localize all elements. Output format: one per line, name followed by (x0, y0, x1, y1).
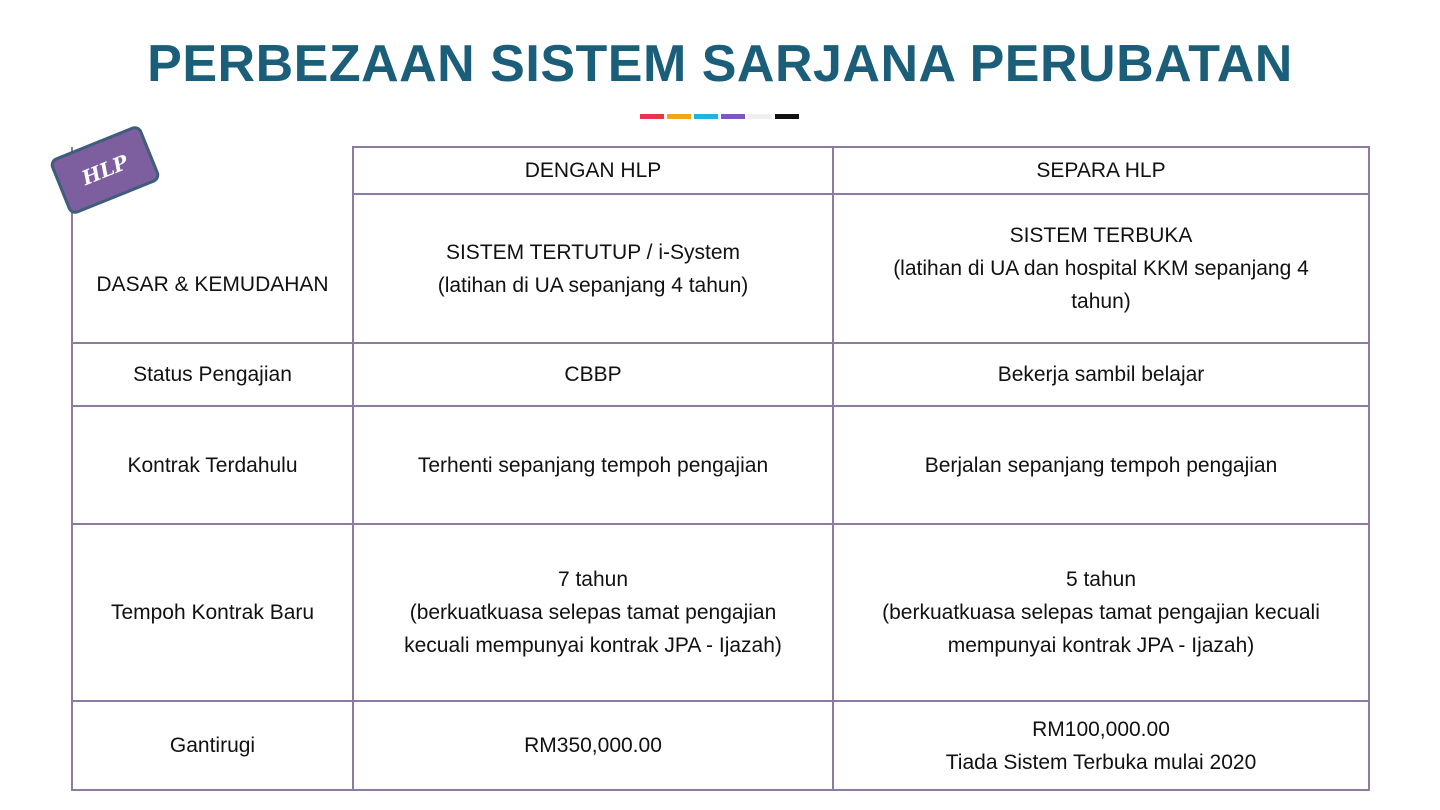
accent-swatch-red (640, 114, 664, 119)
table-row (72, 524, 1369, 701)
row-label: Tempoh Kontrak Baru (72, 524, 353, 701)
hlp-badge-label: HLP (78, 149, 132, 191)
table-cell: Berjalan sepanjang tempoh pengajian (833, 406, 1369, 524)
row-label: Status Pengajian (72, 343, 353, 406)
table-header-cell: SEPARA HLP (833, 147, 1369, 194)
table-cell: CBBP (353, 343, 833, 406)
table-row (72, 194, 1369, 343)
page-title: PERBEZAAN SISTEM SARJANA PERUBATAN (147, 35, 1293, 93)
accent-color-bar (640, 114, 799, 119)
table-header-cell: DENGAN HLP (353, 147, 833, 194)
table-header-row (72, 147, 1369, 194)
table-cell: SISTEM TERBUKA (latihan di UA dan hospital KKM sepanjang 4 tahun) (833, 194, 1369, 343)
table-cell: RM100,000.00 Tiada Sistem Terbuka mulai 2020 (833, 701, 1369, 790)
table-cell: SISTEM TERTUTUP / i-System (latihan di UA sepanjang 4 tahun) (353, 194, 833, 343)
table-row (72, 701, 1369, 790)
accent-swatch-purple (721, 114, 745, 119)
table-cell: 7 tahun (berkuatkuasa selepas tamat pengajian kecuali mempunyai kontrak JPA - Ijazah) (353, 524, 833, 701)
row-label-text: DASAR & KEMUDAHAN (96, 272, 329, 296)
table-cell: 5 tahun (berkuatkuasa selepas tamat pengajian kecuali mempunyai kontrak JPA - Ijazah) (833, 524, 1369, 701)
accent-swatch-orange (667, 114, 691, 119)
row-label: Gantirugi (72, 701, 353, 790)
table-cell: Terhenti sepanjang tempoh pengajian (353, 406, 833, 524)
row-label (72, 194, 353, 343)
accent-swatch-light (748, 114, 772, 119)
row-label: Kontrak Terdahulu (72, 406, 353, 524)
table-cell: Bekerja sambil belajar (833, 343, 1369, 406)
comparison-table (71, 146, 1370, 791)
table-cell: RM350,000.00 (353, 701, 833, 790)
accent-swatch-black (775, 114, 799, 119)
accent-swatch-cyan (694, 114, 718, 119)
table-row (72, 343, 1369, 406)
table-row (72, 406, 1369, 524)
